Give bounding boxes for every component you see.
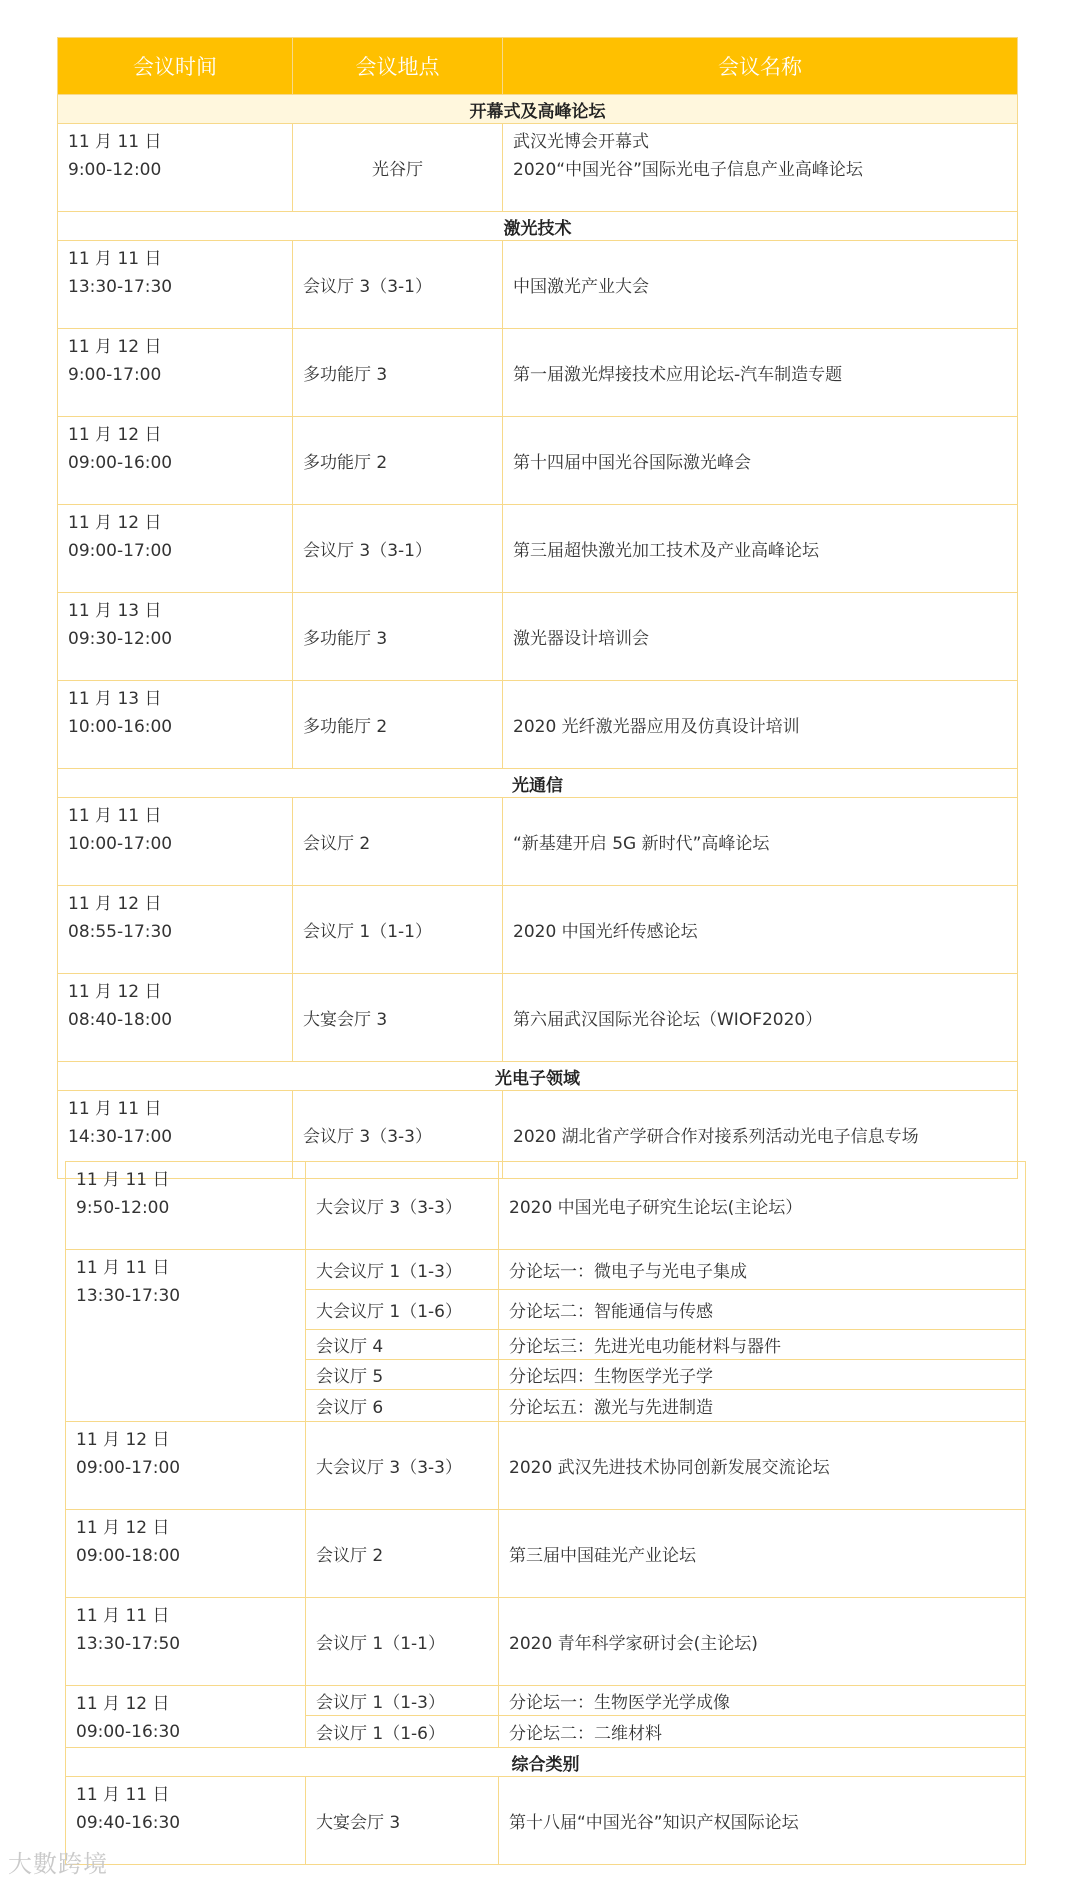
place-cell: 光谷厅 xyxy=(293,124,503,212)
time-cell: 11 月 12 日 09:00-16:00 xyxy=(58,417,293,505)
name-cell: 2020 中国光电子研究生论坛(主论坛） xyxy=(499,1162,1026,1250)
name-cell: 2020 湖北省产学研合作对接系列活动光电子信息专场 xyxy=(503,1091,1018,1179)
name-cell xyxy=(503,124,1018,212)
name-line: 武汉光博会开幕式 xyxy=(513,132,649,152)
header-time: 会议时间 xyxy=(58,38,293,95)
name-cell: 2020 武汉先进技术协同创新发展交流论坛 xyxy=(499,1422,1026,1510)
section-row xyxy=(58,1062,1018,1091)
time-cell: 11 月 13 日 09:30-12:00 xyxy=(58,593,293,681)
schedule-table-continued xyxy=(65,1161,1026,1865)
name-cell: 2020 光纤激光器应用及仿真设计培训 xyxy=(503,681,1018,769)
place-cell: 多功能厅 3 xyxy=(293,593,503,681)
name-cell: 第十八届“中国光谷”知识产权国际论坛 xyxy=(499,1777,1026,1865)
table-row xyxy=(66,1250,1026,1290)
name-line: 2020“中国光谷”国际光电子信息产业高峰论坛 xyxy=(513,160,863,180)
name-cell: 分论坛二：二维材料 xyxy=(499,1716,1026,1748)
section-title: 激光技术 xyxy=(58,212,1018,241)
table-row xyxy=(58,681,1018,769)
name-cell: 2020 青年科学家研讨会(主论坛) xyxy=(499,1598,1026,1686)
place-cell: 会议厅 1（1-1） xyxy=(293,886,503,974)
table-header xyxy=(58,38,1018,95)
table-row xyxy=(66,1686,1026,1716)
time-cell: 11 月 12 日 09:00-16:30 xyxy=(66,1686,306,1748)
table-row xyxy=(66,1598,1026,1686)
place-cell: 会议厅 2 xyxy=(306,1510,499,1598)
table-row xyxy=(58,886,1018,974)
header-place: 会议地点 xyxy=(293,38,503,95)
place-cell: 会议厅 3（3-3） xyxy=(293,1091,503,1179)
table-row xyxy=(66,1510,1026,1598)
table-row xyxy=(58,974,1018,1062)
name-cell: 分论坛一：生物医学光学成像 xyxy=(499,1686,1026,1716)
place-cell: 大宴会厅 3 xyxy=(293,974,503,1062)
section-row xyxy=(58,769,1018,798)
time-cell: 11 月 11 日 13:30-17:30 xyxy=(58,241,293,329)
place-cell: 会议厅 1（1-1） xyxy=(306,1598,499,1686)
name-cell: 激光器设计培训会 xyxy=(503,593,1018,681)
time-cell: 11 月 12 日 09:00-17:00 xyxy=(58,505,293,593)
section-title: 综合类别 xyxy=(66,1748,1026,1777)
name-cell: 第六届武汉国际光谷论坛（WIOF2020） xyxy=(503,974,1018,1062)
place-cell: 会议厅 4 xyxy=(306,1330,499,1360)
time-cell: 11 月 11 日 13:30-17:30 xyxy=(66,1250,306,1422)
table-row xyxy=(66,1777,1026,1865)
section-title: 光通信 xyxy=(58,769,1018,798)
place-cell: 会议厅 5 xyxy=(306,1360,499,1390)
place-cell: 大宴会厅 3 xyxy=(306,1777,499,1865)
place-cell: 会议厅 2 xyxy=(293,798,503,886)
table-row xyxy=(66,1162,1026,1250)
place-cell: 会议厅 3（3-1） xyxy=(293,505,503,593)
place-cell: 会议厅 1（1-3） xyxy=(306,1686,499,1716)
table-row xyxy=(58,505,1018,593)
name-cell: 分论坛五：激光与先进制造 xyxy=(499,1390,1026,1422)
place-cell: 大会议厅 3（3-3） xyxy=(306,1162,499,1250)
schedule-table-main xyxy=(57,37,1018,1179)
name-cell: 分论坛四：生物医学光子学 xyxy=(499,1360,1026,1390)
place-cell: 大会议厅 3（3-3） xyxy=(306,1422,499,1510)
place-cell: 会议厅 6 xyxy=(306,1390,499,1422)
name-cell: 第三届中国硅光产业论坛 xyxy=(499,1510,1026,1598)
name-cell: 第一届激光焊接技术应用论坛-汽车制造专题 xyxy=(503,329,1018,417)
place-cell: 大会议厅 1（1-3） xyxy=(306,1250,499,1290)
time-cell: 11 月 11 日 10:00-17:00 xyxy=(58,798,293,886)
name-cell: 分论坛二：智能通信与传感 xyxy=(499,1290,1026,1330)
name-cell: “新基建开启 5G 新时代”高峰论坛 xyxy=(503,798,1018,886)
name-cell: 分论坛一：微电子与光电子集成 xyxy=(499,1250,1026,1290)
section-title: 光电子领域 xyxy=(58,1062,1018,1091)
time-cell: 11 月 11 日 09:40-16:30 xyxy=(66,1777,306,1865)
name-cell: 分论坛三：先进光电功能材料与器件 xyxy=(499,1330,1026,1360)
name-cell: 第十四届中国光谷国际激光峰会 xyxy=(503,417,1018,505)
time-cell: 11 月 12 日 08:55-17:30 xyxy=(58,886,293,974)
time-cell: 11 月 12 日 09:00-18:00 xyxy=(66,1510,306,1598)
watermark-logo: 大數跨境 xyxy=(8,1850,108,1878)
table-row xyxy=(58,329,1018,417)
table-row xyxy=(58,798,1018,886)
header-name: 会议名称 xyxy=(503,38,1018,95)
time-cell: 11 月 11 日 9:50-12:00 xyxy=(66,1162,306,1250)
section-row xyxy=(58,212,1018,241)
table-row xyxy=(66,1422,1026,1510)
time-cell: 11 月 11 日 13:30-17:50 xyxy=(66,1598,306,1686)
table-row xyxy=(58,417,1018,505)
place-cell: 多功能厅 2 xyxy=(293,681,503,769)
place-cell: 大会议厅 1（1-6） xyxy=(306,1290,499,1330)
name-cell: 第三届超快激光加工技术及产业高峰论坛 xyxy=(503,505,1018,593)
place-cell: 多功能厅 3 xyxy=(293,329,503,417)
place-cell: 会议厅 1（1-6） xyxy=(306,1716,499,1748)
table-row xyxy=(58,124,1018,212)
time-cell: 11 月 11 日 14:30-17:00 xyxy=(58,1091,293,1179)
time-cell: 11 月 12 日 08:40-18:00 xyxy=(58,974,293,1062)
name-cell: 中国激光产业大会 xyxy=(503,241,1018,329)
name-cell: 2020 中国光纤传感论坛 xyxy=(503,886,1018,974)
section-title: 开幕式及高峰论坛 xyxy=(58,95,1018,124)
time-cell: 11 月 12 日 09:00-17:00 xyxy=(66,1422,306,1510)
section-row xyxy=(58,95,1018,124)
place-cell: 会议厅 3（3-1） xyxy=(293,241,503,329)
time-cell: 11 月 12 日 9:00-17:00 xyxy=(58,329,293,417)
table-row xyxy=(58,593,1018,681)
place-cell: 多功能厅 2 xyxy=(293,417,503,505)
table-row xyxy=(58,241,1018,329)
section-row xyxy=(66,1748,1026,1777)
time-cell: 11 月 13 日 10:00-16:00 xyxy=(58,681,293,769)
time-cell: 11 月 11 日 9:00-12:00 xyxy=(58,124,293,212)
